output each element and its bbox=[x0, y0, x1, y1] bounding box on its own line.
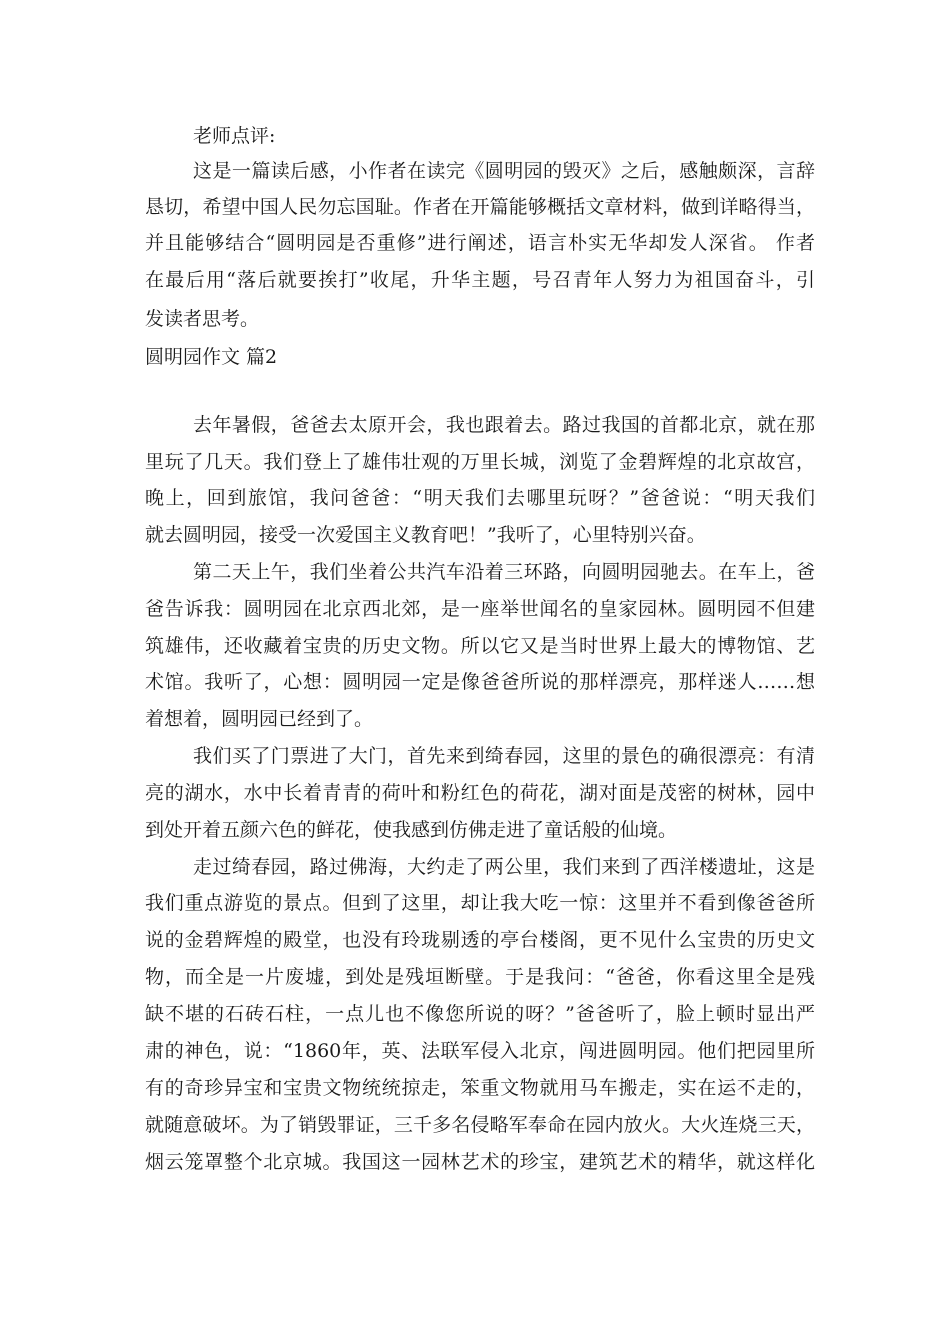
paragraph-line: 晚上，回到旅馆，我问爸爸：“明天我们去哪里玩呀？”爸爸说：“明天我们 bbox=[145, 487, 815, 509]
paragraph-line: 去年暑假，爸爸去太原开会，我也跟着去。路过我国的首都北京，就在那 bbox=[193, 414, 815, 436]
comment-line: 并且能够结合“圆明园是否重修”进行阐述，语言朴实无华却发人深省。 作者 bbox=[145, 232, 815, 254]
comment-line: 这是一篇读后感，小作者在读完《圆明园的毁灭》之后，感触颇深，言辞 bbox=[193, 160, 815, 182]
paragraph-line: 我们买了门票进了大门，首先来到绮春园，这里的景色的确很漂亮：有清 bbox=[193, 745, 815, 767]
comment-line: 在最后用“落后就要挨打”收尾，升华主题，号召青年人努力为祖国奋斗，引 bbox=[145, 269, 815, 291]
paragraph-line: 就随意破坏。为了销毁罪证，三千多名侵略军奉命在园内放火。大火连烧三天， bbox=[145, 1114, 815, 1136]
paragraph-line: 烟云笼罩整个北京城。我国这一园林艺术的珍宝，建筑艺术的精华，就这样化 bbox=[145, 1151, 815, 1173]
paragraph-line: 着想着，圆明园已经到了。 bbox=[145, 708, 374, 730]
paragraph-line: 术馆。我听了，心想：圆明园一定是像爸爸所说的那样漂亮，那样迷人……想 bbox=[145, 671, 815, 693]
comment-line: 恳切，希望中国人民勿忘国耻。作者在开篇能够概括文章材料，做到详略得当， bbox=[145, 196, 815, 218]
paragraph-line: 物，而全是一片废墟，到处是残垣断壁。于是我问：“爸爸，你看这里全是残 bbox=[145, 966, 815, 988]
paragraph-line: 爸告诉我：圆明园在北京西北郊，是一座举世闻名的皇家园林。圆明园不但建 bbox=[145, 598, 815, 620]
paragraph-line: 有的奇珍异宝和宝贵文物统统掠走，笨重文物就用马车搬走，实在运不走的， bbox=[145, 1077, 815, 1099]
essay-title: 圆明园作文 篇2 bbox=[145, 346, 278, 368]
comment-line: 发读者思考。 bbox=[145, 308, 260, 330]
paragraph-line: 我们重点游览的景点。但到了这里，却让我大吃一惊：这里并不看到像爸爸所 bbox=[145, 892, 815, 914]
paragraph-line: 第二天上午，我们坐着公共汽车沿着三环路，向圆明园驰去。在车上，爸 bbox=[193, 561, 815, 583]
paragraph-line: 就去圆明园，接受一次爱国主义教育吧！”我听了，心里特别兴奋。 bbox=[145, 524, 706, 546]
paragraph-line: 缺不堪的石砖石柱，一点儿也不像您所说的呀？”爸爸听了，脸上顿时显出严 bbox=[145, 1003, 815, 1025]
paragraph-line: 说的金碧辉煌的殿堂，也没有玲珑剔透的亭台楼阁，更不见什么宝贵的历史文 bbox=[145, 929, 815, 951]
paragraph-line: 筑雄伟，还收藏着宝贵的历史文物。所以它又是当时世界上最大的博物馆、艺 bbox=[145, 635, 815, 657]
paragraph-line: 到处开着五颜六色的鲜花，使我感到仿佛走进了童话般的仙境。 bbox=[145, 819, 678, 841]
paragraph-line: 走过绮春园，路过佛海，大约走了两公里，我们来到了西洋楼遗址，这是 bbox=[193, 856, 815, 878]
paragraph-line: 里玩了几天。我们登上了雄伟壮观的万里长城，浏览了金碧辉煌的北京故宫， bbox=[145, 451, 815, 473]
paragraph-line: 肃的神色，说：“1860年，英、法联军侵入北京，闯进圆明园。他们把园里所 bbox=[145, 1040, 815, 1062]
comment-heading: 老师点评: bbox=[193, 125, 276, 147]
paragraph-line: 亮的湖水，水中长着青青的荷叶和粉红色的荷花，湖对面是茂密的树林，园中 bbox=[145, 782, 815, 804]
